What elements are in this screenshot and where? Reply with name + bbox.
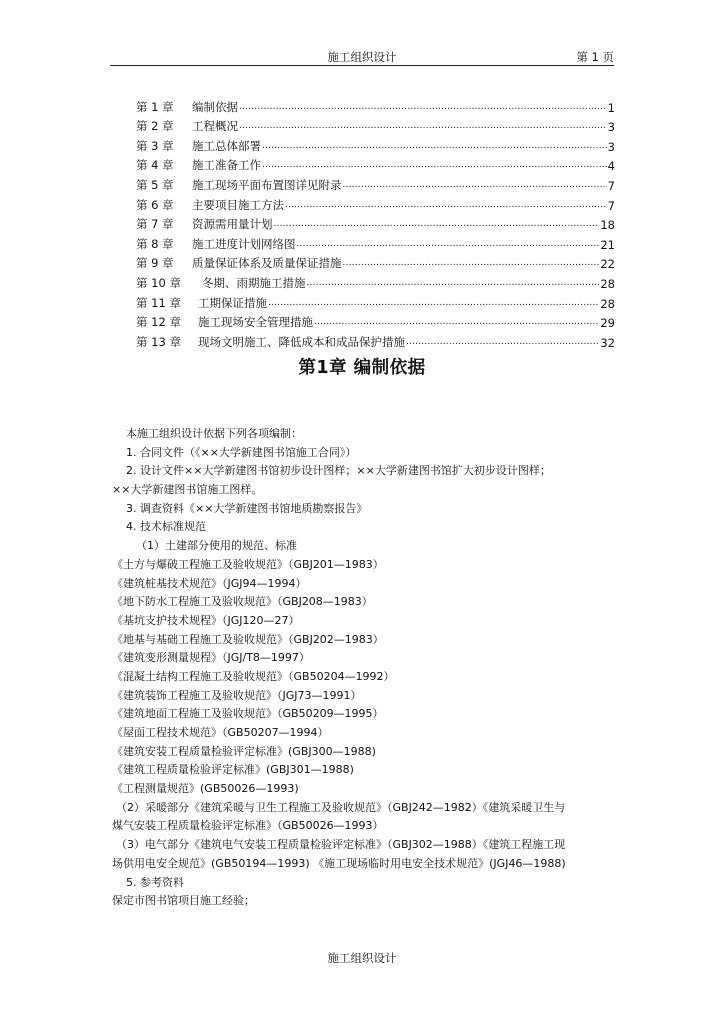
header-rule — [110, 65, 614, 66]
toc-row[interactable] — [136, 193, 615, 213]
toc-chapter-number: 第 9 章 — [136, 256, 174, 271]
toc-chapter-number: 第 10 章 — [136, 275, 181, 290]
toc-leader-dots — [239, 121, 607, 132]
toc-page-number: 18 — [600, 218, 615, 233]
toc-row[interactable] — [136, 154, 615, 174]
toc-leader-dots — [274, 219, 600, 230]
sub-item: （2）采暖部分《建筑采暖与卫生工程施工及验收规范》（GBJ242—1982）《建筑采暖卫生与 — [116, 800, 566, 814]
standard-item: 《工程测量规范》(GB50026—1993) — [112, 782, 299, 796]
standard-item: 《土方与爆破工程施工及验收规范》（GBJ201—1983） — [112, 557, 384, 571]
footer-title: 施工组织设计 — [327, 951, 397, 965]
toc-chapter-number: 第 4 章 — [136, 158, 174, 173]
toc-page-number: 32 — [600, 335, 615, 350]
toc-chapter-title: 编制依据 — [192, 99, 238, 114]
list-item: 1. 合同文件（《××大学新建图书馆施工合同》） — [126, 445, 357, 459]
toc-row[interactable] — [136, 95, 615, 115]
toc-row[interactable] — [136, 213, 615, 233]
toc-page-number: 7 — [607, 198, 615, 213]
toc-page-number: 1 — [607, 100, 615, 115]
sub-item: （3）电气部分《建筑电气安装工程质量检验评定标准》（GBJ302—1988）《建筑工程施工现 — [116, 838, 566, 852]
toc-row[interactable] — [136, 232, 615, 252]
toc-leader-dots — [285, 200, 607, 211]
toc-chapter-number: 第 13 章 — [136, 334, 181, 349]
intro-paragraph: 本施工组织设计依据下列各项编制： — [126, 427, 302, 440]
toc-page-number: 7 — [607, 178, 615, 193]
toc-row[interactable] — [136, 115, 615, 135]
standard-item: 《地下防水工程施工及验收规范》（GBJ208—1983） — [112, 595, 373, 609]
toc-leader-dots — [268, 298, 599, 309]
toc-chapter-title: 资源需用量计划 — [192, 217, 273, 232]
toc-chapter-title: 施工进度计划网络图 — [192, 236, 296, 251]
toc-page-number: 28 — [600, 276, 615, 291]
list-item: 4. 技术标准规范 — [126, 520, 206, 534]
standard-item: 《建筑工程质量检验评定标准》(GBJ301—1988) — [112, 763, 354, 777]
toc-chapter-title: 质量保证体系及质量保证措施 — [192, 256, 342, 271]
toc-page-number: 28 — [600, 296, 615, 311]
standard-item: 《地基与基础工程施工及验收规范》（GBJ202—1983） — [112, 632, 384, 646]
toc-chapter-number: 第 7 章 — [136, 217, 174, 232]
toc-page-number: 29 — [600, 316, 615, 331]
toc-page-number: 3 — [607, 139, 615, 154]
toc-chapter-title: 工程概况 — [192, 119, 238, 134]
sub-item: （1）土建部分使用的规范、标准 — [136, 539, 297, 553]
toc-leader-dots — [262, 160, 607, 171]
standard-item: 《建筑变形测量规程》（JGJ/T8—1997） — [112, 651, 310, 665]
toc-chapter-number: 第 1 章 — [136, 99, 174, 114]
sub-item-continuation: 煤气安装工程质量检验评定标准》（GB50026—1993） — [112, 819, 384, 833]
toc-chapter-number: 第 8 章 — [136, 236, 174, 251]
toc-chapter-number: 第 6 章 — [136, 197, 174, 212]
standard-item: 《建筑桩基技术规范》（JGJ94—1994） — [112, 576, 307, 590]
toc-chapter-number: 第 12 章 — [136, 315, 181, 330]
standard-item: 《建筑地面工程施工及验收规范》（GB50209—1995） — [112, 707, 384, 721]
toc-page-number: 22 — [600, 257, 615, 272]
toc-leader-dots — [262, 141, 607, 152]
toc-row[interactable] — [136, 173, 615, 193]
toc-leader-dots — [239, 102, 607, 113]
chapter-body — [112, 425, 618, 911]
toc-leader-dots — [314, 317, 599, 328]
toc-row[interactable] — [136, 271, 615, 291]
toc-chapter-number: 第 2 章 — [136, 119, 174, 134]
toc-row[interactable] — [136, 311, 615, 331]
toc-leader-dots — [343, 180, 607, 191]
standard-item: 《建筑装饰工程施工及验收规范》（JGJ73—1991） — [112, 688, 362, 702]
toc-leader-dots — [307, 278, 600, 289]
toc-leader-dots — [406, 337, 599, 348]
list-item: 3. 调查资料《××大学新建图书馆地质勘察报告》 — [126, 501, 368, 515]
toc-chapter-title: 施工现场平面布置图详见附录 — [192, 177, 342, 192]
toc-chapter-title: 施工准备工作 — [192, 158, 261, 173]
toc-chapter-title: 主要项目施工方法 — [192, 197, 284, 212]
toc-chapter-title: 冬期、雨期施工措施 — [202, 275, 306, 290]
toc-chapter-title: 工期保证措施 — [198, 295, 267, 310]
toc-chapter-number: 第 5 章 — [136, 177, 174, 192]
toc-page-number: 21 — [600, 237, 615, 252]
standard-item: 《建筑安装工程质量检验评定标准》(GBJ300—1988) — [112, 744, 376, 758]
toc-leader-dots — [343, 258, 600, 269]
toc-row[interactable] — [136, 134, 615, 154]
header-page-number: 第 1 页 — [576, 50, 614, 64]
header-title: 施工组织设计 — [327, 50, 397, 64]
list-item: 2. 设计文件××大学新建图书馆初步设计图样；××大学新建图书馆扩大初步设计图样； — [126, 464, 551, 478]
toc-leader-dots — [297, 239, 600, 250]
list-item-continuation: ××大学新建图书馆施工图样。 — [112, 483, 263, 497]
table-of-contents — [136, 95, 615, 350]
list-item: 5. 参考资料 — [126, 875, 184, 889]
toc-page-number: 4 — [607, 159, 615, 174]
toc-chapter-title: 施工总体部署 — [192, 138, 261, 153]
toc-chapter-number: 第 3 章 — [136, 138, 174, 153]
standard-item: 《混凝土结构工程施工及验收规范》（GB50204—1992） — [112, 669, 395, 683]
toc-chapter-title: 施工现场安全管理措施 — [198, 315, 313, 330]
toc-row[interactable] — [136, 291, 615, 311]
toc-row[interactable] — [136, 252, 615, 272]
standard-item: 《屋面工程技术规范》（GB50207—1994） — [112, 726, 329, 739]
reference-item: 保定市图书馆项目施工经验； — [112, 894, 255, 908]
toc-chapter-title: 现场文明施工、降低成本和成品保护措施 — [198, 334, 405, 349]
toc-page-number: 3 — [607, 120, 615, 135]
toc-chapter-number: 第 11 章 — [136, 295, 181, 310]
sub-item-continuation: 场供用电安全规范》(GB50194—1993) 《施工现场临时用电安全技术规范》(JGJ46—1988) — [112, 856, 566, 870]
standard-item: 《基坑支护技术规程》（JGJ120—27） — [112, 613, 300, 627]
toc-row[interactable] — [136, 330, 615, 350]
chapter-heading: 第1章 编制依据 — [298, 358, 426, 378]
